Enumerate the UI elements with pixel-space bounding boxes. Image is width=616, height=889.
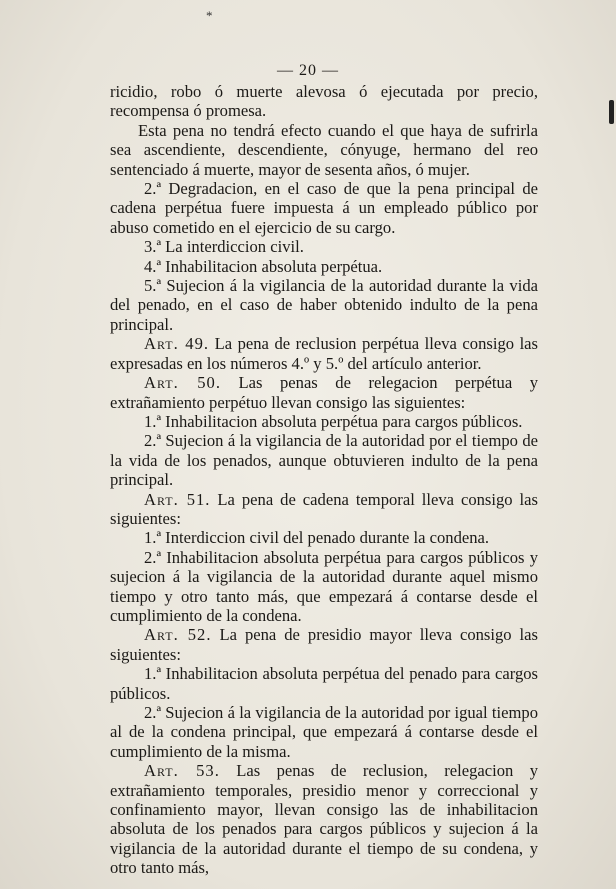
article-label: Art. 52. xyxy=(144,625,212,645)
article-text: Las penas de relegacion perpétua y extrañamiento perpétuo llevan consigo las siguientes: xyxy=(110,373,538,412)
list-item-paragraph: 2.ª Sujecion á la vigilancia de la autoridad por igual tiempo al de la condena principal, que empezará á contarse desde el cumplimiento de la misma. xyxy=(110,703,538,761)
edge-ink-mark xyxy=(609,100,614,124)
list-item-paragraph: 1.ª Inhabilitacion absoluta perpétua para cargos públicos. xyxy=(144,411,523,431)
article-text: Las penas de reclusion, relegacion y extrañamiento temporales, presidio menor y correccional y confinamiento mayor, llevan consigo las de inhabilitacion absoluta de los penados para cargos públicos y sujecion á la vigilancia de la autoridad durante el tiempo de su condena, y otro tanto más, xyxy=(110,761,538,878)
article-text: La pena de presidio mayor lleva consigo las siguientes: xyxy=(110,625,538,664)
article-paragraph xyxy=(110,625,538,664)
article-label: Art. 51. xyxy=(144,489,211,509)
article-label: Art. 53. xyxy=(144,761,220,781)
paragraph: ricidio, robo ó muerte alevosa ó ejecutada por precio, recompensa ó promesa. xyxy=(110,82,538,121)
article-paragraph xyxy=(110,373,538,412)
list-item-paragraph: 2.ª Sujecion á la vigilancia de la autoridad por el tiempo de la vida de los penados, aunque obtuvieren indulto de la pena principal. xyxy=(110,431,538,490)
body-text xyxy=(110,82,538,878)
article-text: La pena de reclusion perpétua lleva consigo las expresadas en los números 4.º y 5.º del artículo anterior. xyxy=(110,334,538,373)
list-item-paragraph: 3.ª La interdiccion civil. xyxy=(144,237,304,257)
list-item-paragraph: 1.ª Interdiccion civil del penado durante la condena. xyxy=(144,528,490,548)
list-item-paragraph: 1.ª Inhabilitacion absoluta perpétua del penado para cargos públicos. xyxy=(110,664,538,703)
paragraph: Esta pena no tendrá efecto cuando el que haya de sufrirla sea ascendiente, descendiente, cónyuge, hermano del reo sentenciado á muerte, mayor de sesenta años, ó mujer. xyxy=(110,120,538,179)
page-number: — 20 — xyxy=(277,62,339,79)
list-item-paragraph: 4.ª Inhabilitacion absoluta perpétua. xyxy=(144,256,383,276)
article-label: Art. 49. xyxy=(144,334,210,354)
top-ink-mark: * xyxy=(206,8,213,23)
article-label: Art. 50. xyxy=(144,373,221,393)
article-paragraph xyxy=(110,490,538,529)
list-item-paragraph: 2.ª Inhabilitacion absoluta perpétua para cargos públicos y sujecion á la vigilancia de la autoridad durante aquel mismo tiempo y otro tanto más, que empezará á contarse desde el cumplimiento de la condena. xyxy=(110,547,538,625)
article-text: La pena de cadena temporal lleva consigo las siguientes: xyxy=(110,489,538,528)
article-paragraph xyxy=(110,334,538,373)
list-item-paragraph: 5.ª Sujecion á la vigilancia de la autoridad durante la vida del penado, en el caso de haber obtenido indulto de la pena principal. xyxy=(110,276,538,334)
list-item-paragraph: 2.ª Degradacion, en el caso de que la pena principal de cadena perpétua fuere impuesta á un empleado público por abuso cometido en el ejercicio de su cargo. xyxy=(110,179,538,237)
article-paragraph xyxy=(110,761,538,877)
